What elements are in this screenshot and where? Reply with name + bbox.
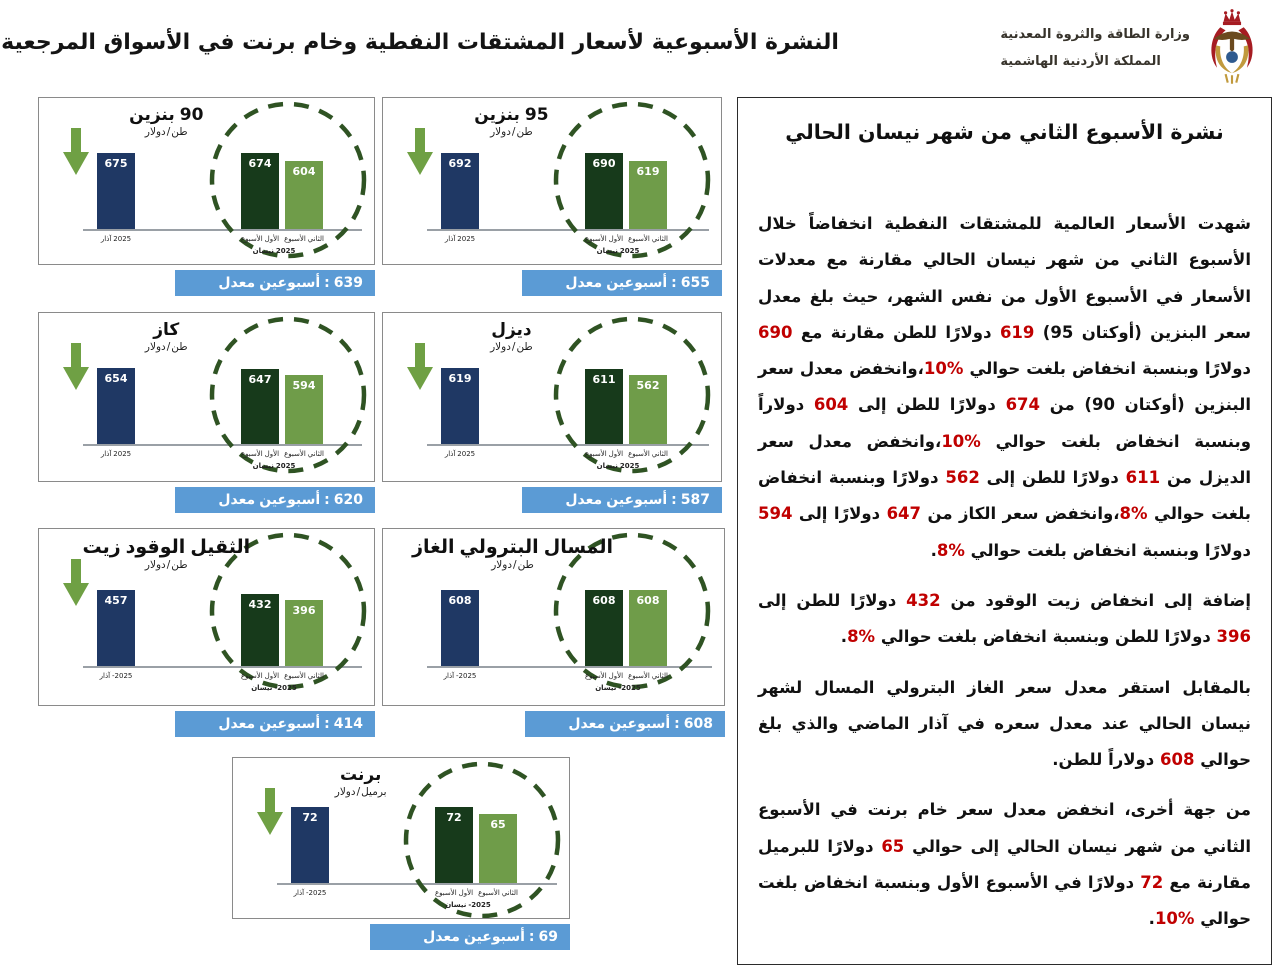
bar-april-week1-value: 432	[248, 598, 272, 611]
label-week2-benzene-95	[616, 235, 680, 243]
label-march-heavy-fuel-oil-word: آذار	[99, 672, 111, 680]
label-april-kerosene-word: نيسان	[252, 462, 274, 470]
label-week2-heavy-fuel-oil	[272, 672, 336, 680]
avg-label-kerosene	[218, 492, 329, 508]
bar-march-kerosene	[97, 368, 135, 444]
label-april-diesel-word: نيسان	[596, 462, 618, 470]
bar-april-week1-value: 647	[248, 373, 272, 386]
bar-april-week2-value: 396	[292, 604, 316, 617]
bar-april-week2-value: 604	[292, 165, 316, 178]
paragraph-text: .	[930, 540, 937, 560]
bar-april-week1-lpg	[585, 590, 623, 666]
label-week1-benzene-90-word: الأول	[264, 235, 280, 243]
highlighted-number: 604	[813, 395, 849, 415]
chart-panel-kerosene	[38, 312, 375, 482]
chart-title-benzene-90	[129, 105, 203, 125]
avg-label-brent	[423, 929, 534, 945]
bar-april-week1-brent	[435, 807, 473, 883]
label-april-benzene-95-word: 2025	[619, 247, 640, 255]
chart-title-diesel	[491, 320, 531, 340]
bar-april-week1-benzene-90	[241, 153, 279, 229]
kingdom-name: المملكة الأردنية الهاشمية	[1000, 54, 1161, 69]
avg-value-lpg: 608	[683, 716, 713, 732]
bar-april-week2-value: 619	[636, 165, 660, 178]
avg-value-benzene-95: 655	[680, 275, 710, 291]
avg-label-diesel-word: :	[671, 492, 677, 508]
chart-unit-lpg-word: طن	[517, 559, 534, 571]
chart-header	[403, 536, 621, 571]
label-week2-lpg-word: الأسبوع	[628, 672, 650, 680]
chart-unit-heavy-fuel-oil	[145, 559, 188, 571]
chart-header	[437, 105, 586, 138]
bulletin-paragraph-3	[758, 670, 1251, 779]
highlighted-number: %8	[847, 627, 876, 647]
paragraph-text: ،وانخفض معدل سعر الديزل من	[758, 431, 1251, 488]
chart-header	[93, 320, 240, 353]
chart-title-lpg-word: المسال	[543, 536, 614, 558]
label-week2-benzene-95-word: الأسبوع	[628, 235, 650, 243]
paragraph-text: دولاراً وبنسبة انخفاض بلغت حوالي	[758, 395, 1251, 451]
label-april-kerosene-word: 2025	[275, 462, 296, 470]
label-week2-kerosene-word: الأسبوع	[284, 450, 306, 458]
avg-label-brent-word: :	[528, 929, 535, 945]
label-april-heavy-fuel-oil	[219, 684, 329, 692]
bar-april-week1-diesel	[585, 369, 623, 444]
highlighted-number: %8	[1119, 504, 1148, 524]
chart-title-benzene-95	[474, 105, 548, 125]
chart-card-lpg	[382, 528, 725, 737]
label-march-brent-word: آذار	[293, 889, 305, 897]
highlighted-number: 690	[758, 322, 793, 342]
chart-title-kerosene-word: كاز	[153, 320, 180, 340]
chart-panel-diesel	[382, 312, 722, 482]
chart-unit-kerosene-word: طن	[171, 341, 188, 353]
label-week2-benzene-90-word: الثاني	[307, 235, 324, 243]
avg-label-heavy-fuel-oil	[218, 716, 329, 732]
bar-march-brent	[291, 807, 329, 883]
chart-unit-lpg	[491, 559, 534, 571]
chart-title-benzene-90-word: بنزين	[129, 105, 175, 125]
label-april-benzene-95	[563, 247, 673, 255]
bar-april-week1-value: 72	[446, 811, 462, 824]
decrease-arrow-icon	[407, 128, 433, 176]
paragraph-text: دولارًا للبرميل مقارنة مع	[758, 836, 1251, 893]
bar-march-heavy-fuel-oil	[97, 590, 135, 666]
chart-card-kerosene	[38, 312, 375, 513]
chart-title-brent	[340, 765, 381, 785]
bar-april-week2-benzene-95	[629, 161, 667, 229]
label-week2-lpg	[616, 672, 680, 680]
chart-panel-lpg	[382, 528, 725, 706]
bar-march-value: 619	[448, 372, 472, 385]
chart-unit-kerosene-word: دولار	[144, 341, 166, 353]
paragraph-text: من جهة أخرى، انخفض معدل سعر خام برنت في الأسبوع الثاني من شهر نيسان الحالي إلى حوالي	[758, 800, 1251, 856]
bar-april-week1-kerosene	[241, 369, 279, 444]
label-march-lpg-word: -2025	[456, 672, 477, 680]
chart-unit-benzene-90-word: طن	[171, 126, 188, 138]
two-week-average-lpg	[525, 711, 725, 737]
label-week1-lpg-word: الأسبوع	[584, 672, 607, 680]
paragraph-text: دولارًا وبنسبة انخفاض بلغت حوالي	[963, 359, 1252, 379]
label-april-benzene-90-word: نيسان	[252, 247, 274, 255]
avg-label-benzene-95-word: :	[671, 275, 677, 291]
two-week-average-benzene-90	[175, 270, 375, 296]
bar-april-week1-benzene-95	[585, 153, 623, 229]
avg-label-diesel-word: أسبوعين	[606, 492, 668, 508]
label-march-lpg-word: آذار	[443, 672, 455, 680]
chart-panel-benzene-95	[382, 97, 722, 265]
decrease-arrow-icon	[257, 788, 283, 836]
chart-unit-heavy-fuel-oil-word: دولار	[144, 559, 166, 571]
highlighted-number: 562	[945, 468, 980, 488]
label-april-brent-word: نيسان	[445, 901, 467, 909]
paragraph-text: دولاراً للطن.	[1052, 750, 1161, 770]
page-title: النشرة الأسبوعية لأسعار المشتقات النفطية وخام برنت في الأسواق المرجعية	[1, 30, 839, 55]
chart-unit-benzene-95-word: دولار	[490, 126, 511, 138]
avg-label-kerosene-word: :	[324, 492, 330, 508]
label-week2-diesel	[616, 450, 680, 458]
label-march-benzene-95-word: آذار	[444, 235, 456, 243]
highlighted-number: 608	[1160, 750, 1195, 770]
label-week1-benzene-95-word: الأسبوع	[584, 235, 607, 243]
avg-value-brent: 69	[538, 929, 558, 945]
paragraph-text: .	[1148, 909, 1155, 929]
avg-value-heavy-fuel-oil: 414	[333, 716, 363, 732]
chart-unit-diesel-word: /	[511, 341, 516, 353]
avg-label-heavy-fuel-oil-word: أسبوعين	[259, 716, 321, 732]
label-week2-brent-word: الأسبوع	[478, 889, 500, 897]
paragraph-text: دولارًا للطن مقارنة مع	[792, 322, 1000, 342]
label-april-brent	[413, 901, 523, 909]
label-week2-benzene-90-word: الأسبوع	[284, 235, 306, 243]
jordan-coat-of-arms-icon	[1200, 8, 1264, 88]
paragraph-text: دولارًا للطن إلى	[848, 395, 1006, 415]
chart-header	[59, 536, 273, 571]
paragraph-text: ،وانخفض معدل سعر البنزين (أوكتان 90) من	[758, 359, 1251, 415]
bulletin-panel	[737, 97, 1272, 965]
chart-title-brent-word: برنت	[339, 765, 382, 785]
avg-value-benzene-90: 639	[333, 275, 363, 291]
chart-card-heavy-fuel-oil	[38, 528, 375, 737]
label-march-heavy-fuel-oil	[84, 672, 148, 680]
label-march-benzene-95	[428, 235, 492, 243]
bar-april-week2-value: 562	[636, 379, 660, 392]
chart-panel-heavy-fuel-oil	[38, 528, 375, 706]
chart-unit-diesel-word: طن	[516, 341, 533, 353]
label-march-benzene-90	[84, 235, 148, 243]
bar-march-benzene-90	[97, 153, 135, 229]
chart-unit-kerosene	[145, 341, 188, 353]
bar-april-week2-kerosene	[285, 375, 323, 444]
label-april-lpg-word: -2025	[618, 684, 641, 692]
chart-unit-benzene-95-word: /	[511, 126, 516, 138]
chart-unit-heavy-fuel-oil-word: /	[166, 559, 171, 571]
avg-label-benzene-90	[218, 275, 329, 291]
chart-unit-lpg-word: دولار	[491, 559, 513, 571]
paragraph-text: بالمقابل استقر معدل سعر الغاز البترولي المسال لشهر نيسان الحالي عند معدل سعره في آذار الماضي والذي بلغ حوالي	[758, 677, 1251, 770]
bar-march-value: 608	[448, 594, 472, 607]
chart-unit-benzene-95-word: طن	[516, 126, 533, 138]
two-week-average-kerosene	[175, 487, 375, 513]
avg-label-heavy-fuel-oil-word: :	[324, 716, 330, 732]
decrease-arrow-icon	[63, 128, 89, 176]
bar-march-benzene-95	[441, 153, 479, 229]
label-april-kerosene	[219, 462, 329, 470]
two-week-average-benzene-95	[522, 270, 722, 296]
label-week1-brent-word: الأسبوع	[434, 889, 457, 897]
avg-label-benzene-95	[565, 275, 676, 291]
bar-march-diesel	[441, 368, 479, 444]
bar-april-week2-value: 65	[490, 818, 506, 831]
label-week2-heavy-fuel-oil-word: الأسبوع	[284, 672, 306, 680]
chart-unit-kerosene-word: /	[166, 341, 171, 353]
bulletin-paragraphs	[758, 206, 1251, 938]
highlighted-number: 432	[906, 590, 941, 610]
bar-april-week1-value: 690	[592, 157, 616, 170]
avg-label-brent-word: أسبوعين	[463, 929, 525, 945]
bar-april-week1-heavy-fuel-oil	[241, 594, 279, 666]
chart-unit-brent-word: برميل	[361, 786, 387, 798]
bar-april-week2-value: 594	[292, 379, 316, 392]
chart-header	[93, 105, 240, 138]
ministry-logo	[1000, 8, 1264, 88]
avg-label-lpg-word: :	[674, 716, 680, 732]
two-week-average-brent	[370, 924, 570, 950]
avg-label-kerosene-word: أسبوعين	[259, 492, 321, 508]
label-march-diesel-word: 2025	[457, 450, 476, 458]
highlighted-number: 619	[999, 322, 1035, 342]
label-march-diesel-word: آذار	[444, 450, 456, 458]
bar-april-week1-value: 674	[248, 157, 272, 170]
paragraph-text: دولارًا في الأسبوع الأول وبنسبة انخفاض بلغت حوالي	[758, 873, 1251, 929]
label-march-brent	[278, 889, 342, 897]
avg-label-heavy-fuel-oil-word: معدل	[218, 716, 256, 732]
label-march-diesel	[428, 450, 492, 458]
two-week-average-diesel	[522, 487, 722, 513]
highlighted-number: %10	[923, 359, 964, 379]
bar-april-week2-diesel	[629, 375, 667, 444]
label-march-kerosene-word: آذار	[100, 450, 112, 458]
bar-march-value: 675	[104, 157, 128, 170]
chart-unit-brent-word: /	[356, 786, 361, 798]
label-week1-kerosene-word: الأسبوع	[240, 450, 263, 458]
chart-unit-diesel-word: دولار	[490, 341, 511, 353]
avg-label-benzene-95-word: معدل	[565, 275, 603, 291]
bar-march-value: 72	[302, 811, 318, 824]
label-april-diesel-word: 2025	[619, 462, 640, 470]
chart-title-heavy-fuel-oil	[82, 536, 250, 558]
bar-march-value: 654	[104, 372, 128, 385]
chart-title-diesel-word: ديزل	[491, 320, 532, 340]
paragraph-text: دولارًا إلى	[792, 504, 887, 524]
label-april-benzene-95-word: نيسان	[596, 247, 618, 255]
label-week2-diesel-word: الثاني	[651, 450, 668, 458]
avg-value-diesel: 587	[680, 492, 710, 508]
decrease-arrow-icon	[407, 343, 433, 391]
paragraph-text: دولارًا وبنسبة انخفاض بلغت حوالي	[758, 468, 1252, 524]
two-week-average-heavy-fuel-oil	[175, 711, 375, 737]
chart-unit-brent-word: دولار	[334, 786, 356, 798]
paragraph-text: ،وانخفض سعر الكاز من	[921, 504, 1120, 524]
chart-card-diesel	[382, 312, 722, 513]
bar-april-week2-value: 608	[636, 594, 660, 607]
chart-title-lpg-word: البترولي	[459, 536, 539, 558]
highlighted-number: %10	[941, 431, 981, 451]
chart-title-lpg	[412, 536, 613, 558]
label-april-heavy-fuel-oil-word: نيسان	[251, 684, 273, 692]
highlighted-number: 72	[1140, 873, 1164, 893]
bar-april-week2-benzene-90	[285, 161, 323, 229]
bar-march-value: 457	[104, 594, 128, 607]
chart-unit-benzene-90	[145, 126, 188, 138]
paragraph-text: .	[840, 627, 848, 647]
ministry-name: وزارة الطاقة والثروة المعدنية	[1000, 26, 1190, 42]
chart-unit-heavy-fuel-oil-word: طن	[171, 559, 188, 571]
bar-march-value: 692	[448, 157, 472, 170]
chart-unit-benzene-95	[490, 126, 533, 138]
chart-title-lpg-word: الغاز	[412, 536, 455, 558]
chart-header	[437, 320, 586, 353]
chart-unit-benzene-90-word: دولار	[144, 126, 166, 138]
paragraph-text: دولارًا وبنسبة انخفاض بلغت حوالي	[964, 540, 1251, 560]
highlighted-number: 65	[881, 836, 905, 856]
bar-april-week2-brent	[479, 814, 517, 883]
label-week1-diesel-word: الأسبوع	[584, 450, 607, 458]
label-week1-benzene-95-word: الأول	[608, 235, 624, 243]
ministry-logo-text	[1000, 21, 1190, 76]
label-week1-benzene-90-word: الأسبوع	[240, 235, 263, 243]
chart-title-heavy-fuel-oil-word: الوقود	[125, 536, 186, 558]
label-april-lpg	[563, 684, 673, 692]
label-week1-lpg-word: الأول	[608, 672, 624, 680]
paragraph-text: دولارًا للطن إلى	[758, 590, 907, 610]
bar-march-lpg	[441, 590, 479, 666]
avg-label-benzene-95-word: أسبوعين	[606, 275, 668, 291]
chart-title-benzene-90-word: 90	[179, 105, 204, 125]
bulletin-paragraph-2	[758, 583, 1251, 656]
label-april-diesel	[563, 462, 673, 470]
label-march-benzene-95-word: 2025	[457, 235, 476, 243]
highlighted-number: %10	[1154, 909, 1195, 929]
label-april-brent-word: -2025	[468, 901, 491, 909]
label-week2-heavy-fuel-oil-word: الثاني	[307, 672, 324, 680]
label-week2-brent-word: الثاني	[501, 889, 518, 897]
label-week1-kerosene-word: الأول	[264, 450, 280, 458]
label-march-lpg	[428, 672, 492, 680]
chart-unit-benzene-90-word: /	[166, 126, 171, 138]
avg-label-benzene-90-word: معدل	[218, 275, 256, 291]
avg-label-lpg-word: أسبوعين	[609, 716, 671, 732]
chart-panel-brent	[232, 757, 570, 919]
label-week1-heavy-fuel-oil-word: الأول	[264, 672, 280, 680]
label-week2-kerosene	[272, 450, 336, 458]
highlighted-number: 647	[886, 504, 922, 524]
label-week2-benzene-95-word: الثاني	[651, 235, 668, 243]
avg-label-benzene-90-word: أسبوعين	[259, 275, 321, 291]
paragraph-text: إضافة إلى انخفاض زيت الوقود من	[940, 590, 1251, 610]
chart-card-benzene-90	[38, 97, 375, 296]
avg-label-benzene-90-word: :	[324, 275, 330, 291]
label-week2-kerosene-word: الثاني	[307, 450, 324, 458]
label-april-heavy-fuel-oil-word: -2025	[274, 684, 297, 692]
chart-unit-lpg-word: /	[513, 559, 517, 571]
label-april-benzene-90	[219, 247, 329, 255]
chart-card-benzene-95	[382, 97, 722, 296]
avg-label-kerosene-word: معدل	[218, 492, 256, 508]
chart-title-kerosene	[153, 320, 179, 340]
chart-title-benzene-95-word: 95	[524, 105, 549, 125]
bar-april-week2-heavy-fuel-oil	[285, 600, 323, 666]
paragraph-text: دولارًا للطن وبنسبة انخفاض بلغت حوالي	[875, 627, 1217, 647]
label-week2-benzene-90	[272, 235, 336, 243]
highlighted-number: 611	[1125, 468, 1161, 488]
label-week1-diesel-word: الأول	[608, 450, 624, 458]
label-march-kerosene-word: 2025	[113, 450, 132, 458]
bar-april-week2-lpg	[629, 590, 667, 666]
chart-panel-benzene-90	[38, 97, 375, 265]
highlighted-number: 594	[758, 504, 793, 524]
paragraph-text: دولارًا للطن إلى	[979, 468, 1126, 488]
avg-label-brent-word: معدل	[423, 929, 460, 945]
chart-title-heavy-fuel-oil-word: الثقيل	[190, 536, 251, 558]
label-week1-heavy-fuel-oil-word: الأسبوع	[240, 672, 263, 680]
label-april-lpg-word: نيسان	[595, 684, 617, 692]
label-march-heavy-fuel-oil-word: -2025	[112, 672, 133, 680]
label-march-benzene-90-word: 2025	[113, 235, 132, 243]
chart-unit-diesel	[490, 341, 533, 353]
label-week2-lpg-word: الثاني	[651, 672, 668, 680]
chart-title-heavy-fuel-oil-word: زيت	[82, 536, 121, 558]
highlighted-number: %8	[936, 540, 965, 560]
chart-unit-brent	[335, 786, 387, 798]
highlighted-number: 674	[1005, 395, 1041, 415]
avg-label-lpg-word: معدل	[568, 716, 606, 732]
bar-april-week1-value: 608	[592, 594, 616, 607]
label-march-brent-word: -2025	[306, 889, 327, 897]
bulletin-paragraph-1	[758, 206, 1251, 569]
label-march-benzene-90-word: آذار	[100, 235, 112, 243]
avg-label-diesel-word: معدل	[565, 492, 603, 508]
chart-header	[287, 765, 435, 798]
highlighted-number: 396	[1216, 627, 1251, 647]
paragraph-text: شهدت الأسعار العالمية للمشتقات النفطية انخفاضاً خلال الأسبوع الثاني من شهر نيسان الحالي مقارنة مع معدلات الأسعار في الأسبوع الأول من نفس الشهر، حيث بلغ معدل سعر البنزين (أوكتان 95)	[758, 214, 1252, 342]
label-april-benzene-90-word: 2025	[275, 247, 296, 255]
label-week1-brent-word: الأول	[458, 889, 474, 897]
bulletin-title: نشرة الأسبوع الثاني من شهر نيسان الحالي	[785, 120, 1224, 144]
chart-title-benzene-95-word: بنزين	[474, 105, 520, 125]
decrease-arrow-icon	[63, 343, 89, 391]
bar-april-week1-value: 611	[592, 373, 616, 386]
label-week2-diesel-word: الأسبوع	[628, 450, 650, 458]
label-week2-brent	[466, 889, 530, 897]
avg-value-kerosene: 620	[333, 492, 363, 508]
avg-label-lpg	[568, 716, 679, 732]
chart-card-brent	[232, 757, 570, 950]
bulletin-paragraph-4	[758, 792, 1251, 937]
avg-label-diesel	[565, 492, 676, 508]
label-march-kerosene	[84, 450, 148, 458]
